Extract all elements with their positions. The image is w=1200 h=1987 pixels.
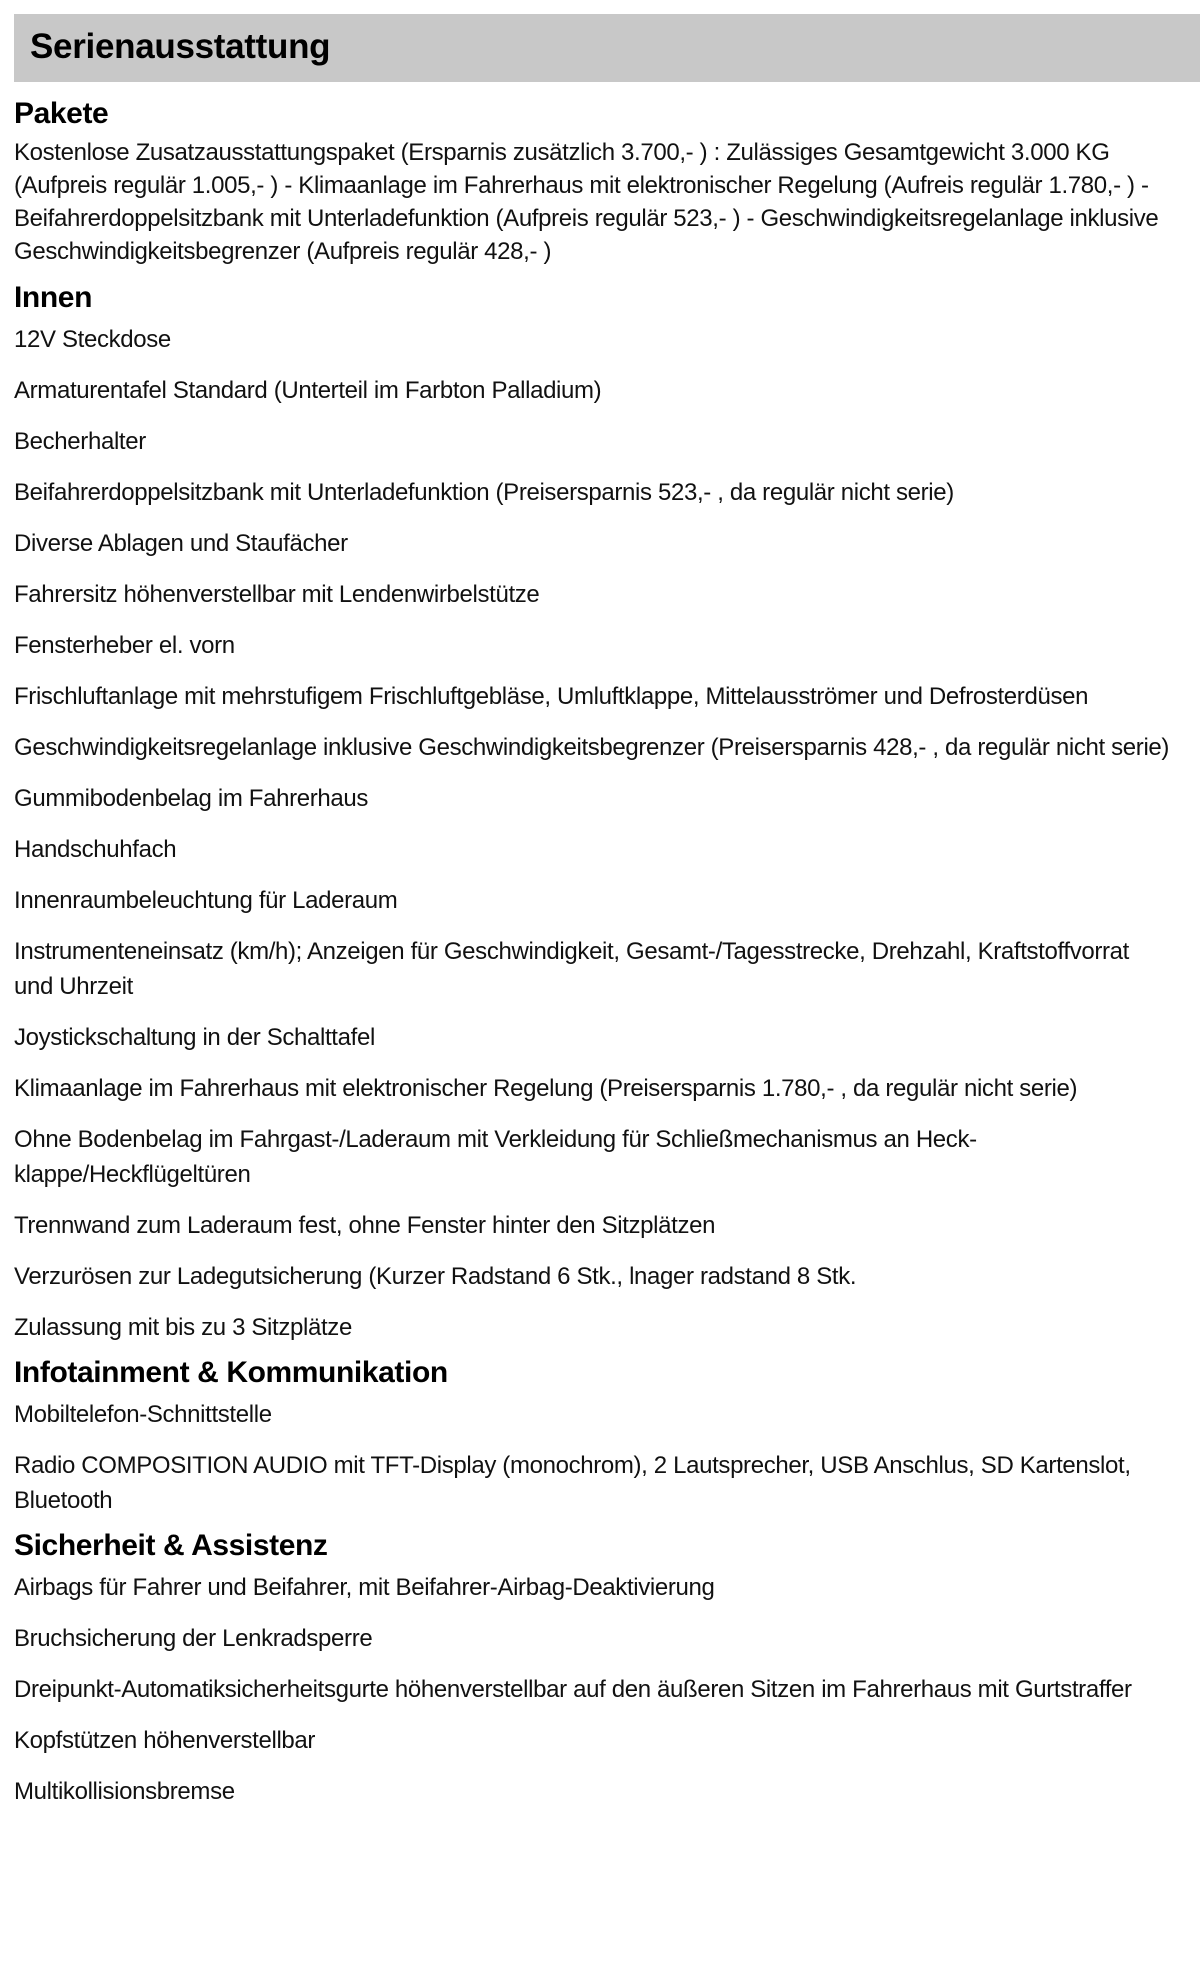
feature-item: Klimaanlage im Fahrerhaus mit elektronischer Regelung (Preisersparnis 1.780,- , da regulär nicht serie) [14, 1075, 1078, 1102]
package-description: Kostenlose Zusatzausstattungspaket (Ersparnis zusätzlich 3.700,- ) : Zulässiges Gesamtgewicht 3.000 KG (Aufpreis regulär 1.005,- ) - Klimaanlage im Fahrerhaus mit elektronischer Regelung (Aufreis regulär 1.780,- ) - Beifahrerdoppelsitzbank mit Unterladefunktion (Aufpreis regulär 523,- ) - Geschwindigkeitsregelanlage inklusive Geschwindigkeitsbegrenzer (Aufpreis regulär 428,- ) [14, 139, 1159, 265]
section-innen [14, 280, 1174, 1345]
section-heading: Sicherheit & Assistenz [14, 1529, 328, 1562]
feature-item: Fensterheber el. vorn [14, 632, 235, 659]
feature-item: Becherhalter [14, 428, 146, 455]
feature-item: Bruchsicherung der Lenkradsperre [14, 1625, 373, 1652]
section-infotainment [14, 1355, 1174, 1518]
feature-item: Airbags für Fahrer und Beifahrer, mit Beifahrer-Airbag-Deaktivierung [14, 1574, 715, 1601]
page-title: Serienausstattung [30, 27, 331, 66]
feature-item: Frischluftanlage mit mehrstufigem Frischluftgebläse, Umluftklappe, Mittelausströmer und Defrosterdüsen [14, 683, 1089, 710]
feature-item: Instrumenteneinsatz (km/h); Anzeigen für Geschwindigkeit, Gesamt-/Tagesstrecke, Drehzahl, Kraftstoffvorrat und Uhrzeit [14, 938, 1129, 1000]
feature-item: Zulassung mit bis zu 3 Sitzplätze [14, 1314, 352, 1341]
feature-list [14, 1570, 1174, 1809]
feature-item: Joystickschaltung in der Schalttafel [14, 1024, 375, 1051]
feature-item: Radio COMPOSITION AUDIO mit TFT-Display (monochrom), 2 Lautsprecher, USB Anschlus, SD Kartenslot, Bluetooth [14, 1452, 1131, 1514]
feature-list [14, 322, 1174, 1345]
section-heading: Innen [14, 281, 92, 314]
feature-item: 12V Steckdose [14, 326, 171, 353]
feature-item: Ohne Bodenbelag im Fahrgast-/Laderaum mit Verkleidung für Schließmechanismus an Heckklappe/Heckflügeltüren [14, 1126, 978, 1188]
title-bar [14, 14, 1200, 82]
document-content [14, 96, 1174, 1819]
feature-item: Geschwindigkeitsregelanlage inklusive Geschwindigkeitsbegrenzer (Preisersparnis 428,- , da regulär nicht serie) [14, 734, 1170, 761]
feature-item: Gummibodenbelag im Fahrerhaus [14, 785, 369, 812]
feature-list [14, 1397, 1174, 1518]
feature-item: Dreipunkt-Automatiksicherheitsgurte höhenverstellbar auf den äußeren Sitzen im Fahrerhaus mit Gurtstraffer [14, 1676, 1132, 1703]
section-sicherheit [14, 1528, 1174, 1809]
feature-item: Fahrersitz höhenverstellbar mit Lendenwirbelstütze [14, 581, 540, 608]
section-pakete [14, 96, 1174, 268]
section-heading: Infotainment & Kommunikation [14, 1356, 448, 1389]
feature-item: Verzurösen zur Ladegutsicherung (Kurzer Radstand 6 Stk., lnager radstand 8 Stk. [14, 1263, 857, 1290]
feature-item: Trennwand zum Laderaum fest, ohne Fenster hinter den Sitzplätzen [14, 1212, 716, 1239]
feature-item: Handschuhfach [14, 836, 177, 863]
feature-item: Multikollisionsbremse [14, 1778, 235, 1805]
feature-item: Diverse Ablagen und Staufächer [14, 530, 348, 557]
feature-item: Armaturentafel Standard (Unterteil im Farbton Palladium) [14, 377, 602, 404]
feature-item: Kopfstützen höhenverstellbar [14, 1727, 316, 1754]
feature-item: Beifahrerdoppelsitzbank mit Unterladefunktion (Preisersparnis 523,- , da regulär nicht serie) [14, 479, 954, 506]
feature-item: Mobiltelefon-Schnittstelle [14, 1401, 272, 1428]
feature-item: Innenraumbeleuchtung für Laderaum [14, 887, 398, 914]
section-heading: Pakete [14, 97, 109, 130]
